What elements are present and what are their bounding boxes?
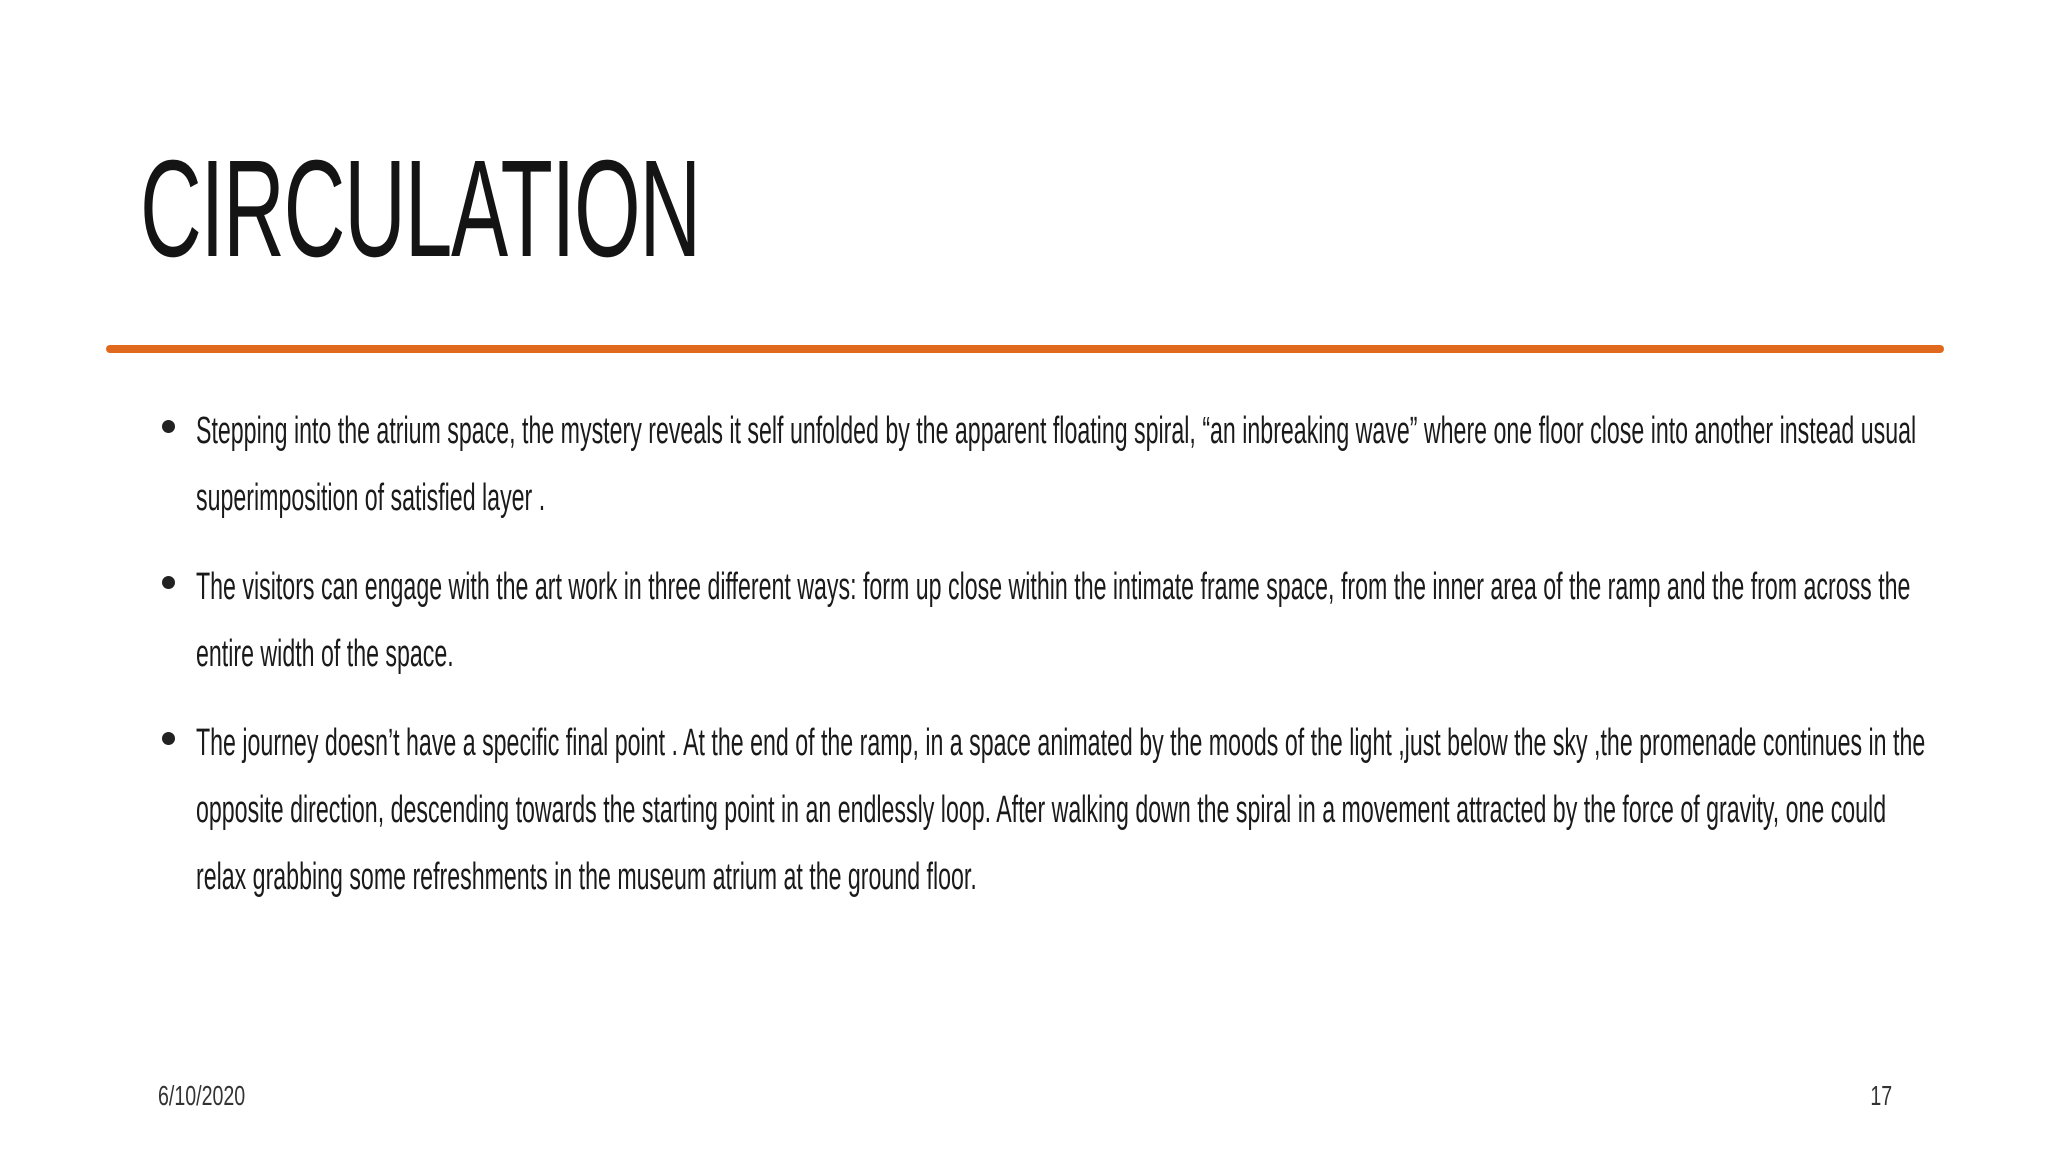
bullet-dot-icon [162, 732, 175, 745]
bullet-text: The visitors can engage with the art work in three different ways: form up close within the intimate frame space, from the inner area of the ramp and the from across the entire width of the space. [196, 566, 1911, 675]
bullet-dot-icon [162, 420, 175, 433]
footer-date: 6/10/2020 [158, 1080, 246, 1111]
bullet-item [148, 554, 1948, 688]
bullet-item [148, 398, 1948, 532]
title-divider [106, 345, 1944, 353]
bullet-dot-icon [162, 576, 175, 589]
bullet-text: The journey doesn’t have a specific final point . At the end of the ramp, in a space animated by the moods of the light ,just below the sky ,the promenade continues in the opposite direction, descending towards the starting point in an endlessly loop. After walking down the spiral in a movement attracted by the force of gravity, one could relax grabbing some refreshments in the museum atrium at the ground floor. [196, 722, 1926, 898]
bullet-text: Stepping into the atrium space, the mystery reveals it self unfolded by the apparent floating spiral, “an inbreaking wave” where one floor close into another instead usual superimposition of satisfied layer . [196, 410, 1917, 519]
bullet-item [148, 710, 1948, 911]
bullet-list [148, 398, 1948, 933]
slide-title: CIRCULATION [140, 132, 700, 286]
page-number: 17 [1870, 1080, 1892, 1111]
